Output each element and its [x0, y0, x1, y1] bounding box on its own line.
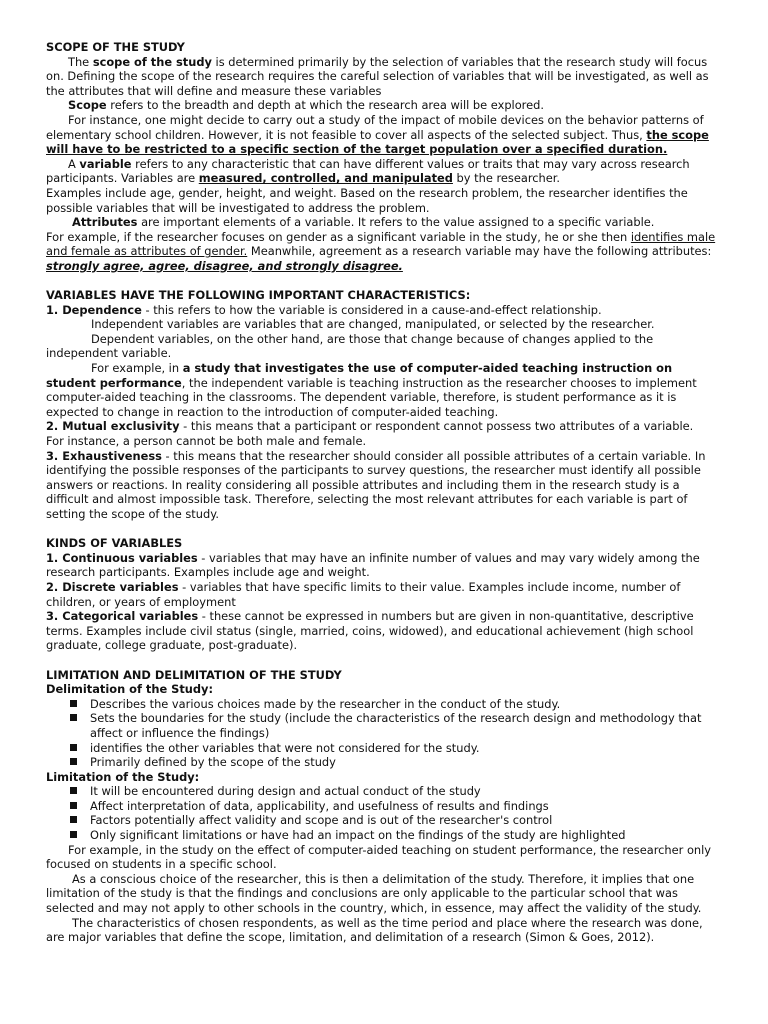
text-run-bold-underline: measured, controlled, and manipulated [198, 171, 453, 186]
text-run-bold-italic: strongly agree, agree, disagree, and strongly disagree. [46, 258, 403, 273]
text-run-bold: 3. Exhaustiveness [46, 448, 162, 463]
text-run: refers to any characteristic that can have different values or traits that may vary across research participants. Variables are [46, 156, 690, 186]
text-run: For example, in [91, 361, 183, 376]
list-item: Primarily defined by the scope of the study [90, 755, 722, 770]
dependent-variables-paragraph: Dependent variables, on the other hand, are those that change because of changes applied to the independent variable. [46, 331, 654, 361]
text-run-bold: variable [79, 156, 132, 171]
text-run-bold: 3. Categorical variables [46, 609, 199, 624]
text-run: - these cannot be expressed in numbers but are given in non-quantitative, descriptive terms. Examples include civil status (single, married, coins, widowed), and educational achievement (high school graduate, college graduate, post-graduate). [46, 609, 694, 653]
text-run: - variables that may have an infinite number of values and may vary widely among the research participants. Examples include age and weight. [46, 550, 700, 580]
list-item: Only significant limitations or have had an impact on the findings of the study are highlighted [90, 828, 722, 843]
attributes-example-paragraph [46, 230, 722, 274]
list-item: identifies the other variables that were not considered for the study. [90, 741, 722, 756]
delimitation-list [46, 697, 722, 770]
list-item: Describes the various choices made by the researcher in the conduct of the study. [90, 697, 722, 712]
exhaustiveness-item [46, 449, 722, 522]
text-run: - this means that the researcher should consider all possible attributes of a certain variable. In identifying the possible responses of the participants to survey questions, the researcher must identify all possible answers or reactions. In reality considering all possible attributes and including them in the research study is a difficult and almost impossible task. Therefore, selecting the most relevant attributes for each variable is part of setting the scope of the study. [46, 448, 706, 521]
text-run: , the independent variable is teaching instruction as the researcher chooses to implement computer-aided teaching in the classrooms. The dependent variable, therefore, is student performance as it is expected to change in reaction to the introduction of computer-aided teaching. [46, 375, 697, 419]
text-run: - variables that have specific limits to their value. Examples include income, number of children, or years of employment [46, 579, 681, 609]
list-item: It will be encountered during design and actual conduct of the study [90, 784, 722, 799]
text-run: refers to the breadth and depth at which the research area will be explored. [106, 98, 544, 113]
categorical-variables-item [46, 609, 722, 653]
list-item: Sets the boundaries for the study (include the characteristics of the research design and methodology that affect or influence the findings) [90, 711, 722, 740]
text-run: is determined primarily by the selection of variables that the research study will focus on. Defining the scope of the research requires the careful selection of variables that will be investigated, as well as the attributes that will define and measure these variables [46, 54, 709, 98]
text-run-bold: 2. Discrete variables [46, 579, 179, 594]
text-run: by the researcher. [452, 171, 561, 186]
delimitation-subheading: Delimitation of the Study: [46, 682, 214, 697]
closing-paragraph: The characteristics of chosen respondents, as well as the time period and place where the research was done, are major variables that define the scope, limitation, and delimitation of a research (Simon & Goes, 2012). [46, 915, 703, 945]
dependence-item [46, 303, 722, 318]
text-run-underline: identifies male and female as attributes of gender. [46, 229, 716, 259]
continuous-variables-item [46, 551, 722, 580]
mutual-exclusivity-item [46, 419, 722, 434]
text-run: For example, if the researcher focuses on gender as a significant variable in the study, he or she then [46, 229, 631, 244]
text-run-bold: a study that investigates the use of computer-aided teaching instruction on student performance [46, 361, 673, 390]
delimitation-conclusion-paragraph: As a conscious choice of the researcher, this is then a delimitation of the study. Therefore, it implies that one limitation of the study is that the findings and conclusions are only applicable to the particular school that was selected and may not apply to other schools in the country, which, in essence, may affect the validity of the study. [46, 871, 702, 916]
examples-paragraph: Examples include age, gender, height, and weight. Based on the research problem, the researcher identifies the possible variables that will be investigated to address the problem. [46, 185, 688, 215]
text-run: - this means that a participant or respondent cannot possess two attributes of a variable. [179, 419, 694, 434]
scope-paragraph-2 [46, 98, 722, 113]
text-run: Meanwhile, agreement as a research variable may have the following attributes: [247, 244, 712, 259]
spacer [46, 522, 722, 537]
attributes-paragraph [46, 215, 722, 230]
independent-variables-paragraph: Independent variables are variables that are changed, manipulated, or selected by the researcher. [91, 317, 655, 332]
variable-paragraph [46, 157, 722, 186]
limitation-delimitation-heading: LIMITATION AND DELIMITATION OF THE STUDY [46, 667, 342, 682]
scope-paragraph-3 [46, 113, 722, 157]
text-run-bold-underline: the scope will have to be restricted to a specific section of the target population over a specified duration. [46, 127, 709, 157]
text-run: A [68, 156, 80, 171]
scope-heading: SCOPE OF THE STUDY [46, 40, 185, 54]
kinds-heading: KINDS OF VARIABLES [46, 536, 183, 551]
text-run: are important elements of a variable. It refers to the value assigned to a specific variable. [137, 215, 655, 230]
text-run-bold: 1. Continuous variables [46, 550, 198, 565]
list-item: Affect interpretation of data, applicability, and usefulness of results and findings [90, 799, 722, 814]
limitation-example-paragraph: For example, in the study on the effect of computer-aided teaching on student performance, the researcher only focused on students in a specific school. [46, 842, 712, 872]
limitation-subheading: Limitation of the Study: [46, 769, 200, 784]
dependence-example-paragraph [46, 361, 722, 419]
text-run-bold: 2. Mutual exclusivity [46, 419, 180, 434]
limitation-list [46, 784, 722, 842]
text-run-bold: Attributes [72, 215, 138, 230]
spacer [46, 274, 722, 289]
text-run: The [68, 54, 93, 69]
text-run-bold: Scope [68, 98, 107, 113]
text-run-bold: scope of the study [92, 54, 212, 69]
discrete-variables-item [46, 580, 722, 609]
mutual-exclusivity-example: For instance, a person cannot be both male and female. [46, 434, 367, 449]
scope-paragraph-1 [46, 55, 722, 99]
spacer [46, 653, 722, 668]
text-run: For instance, one might decide to carry out a study of the impact of mobile devices on the behavior patterns of elementary school children. However, it is not feasible to cover all aspects of the selected subject. Thus, [46, 112, 704, 142]
text-run-bold: 1. Dependence [46, 302, 142, 317]
text-run: - this refers to how the variable is considered in a cause-and-effect relationship. [141, 302, 602, 317]
characteristics-heading: VARIABLES HAVE THE FOLLOWING IMPORTANT CHARACTERISTICS: [46, 288, 471, 303]
list-item: Factors potentially affect validity and scope and is out of the researcher's control [90, 813, 722, 828]
